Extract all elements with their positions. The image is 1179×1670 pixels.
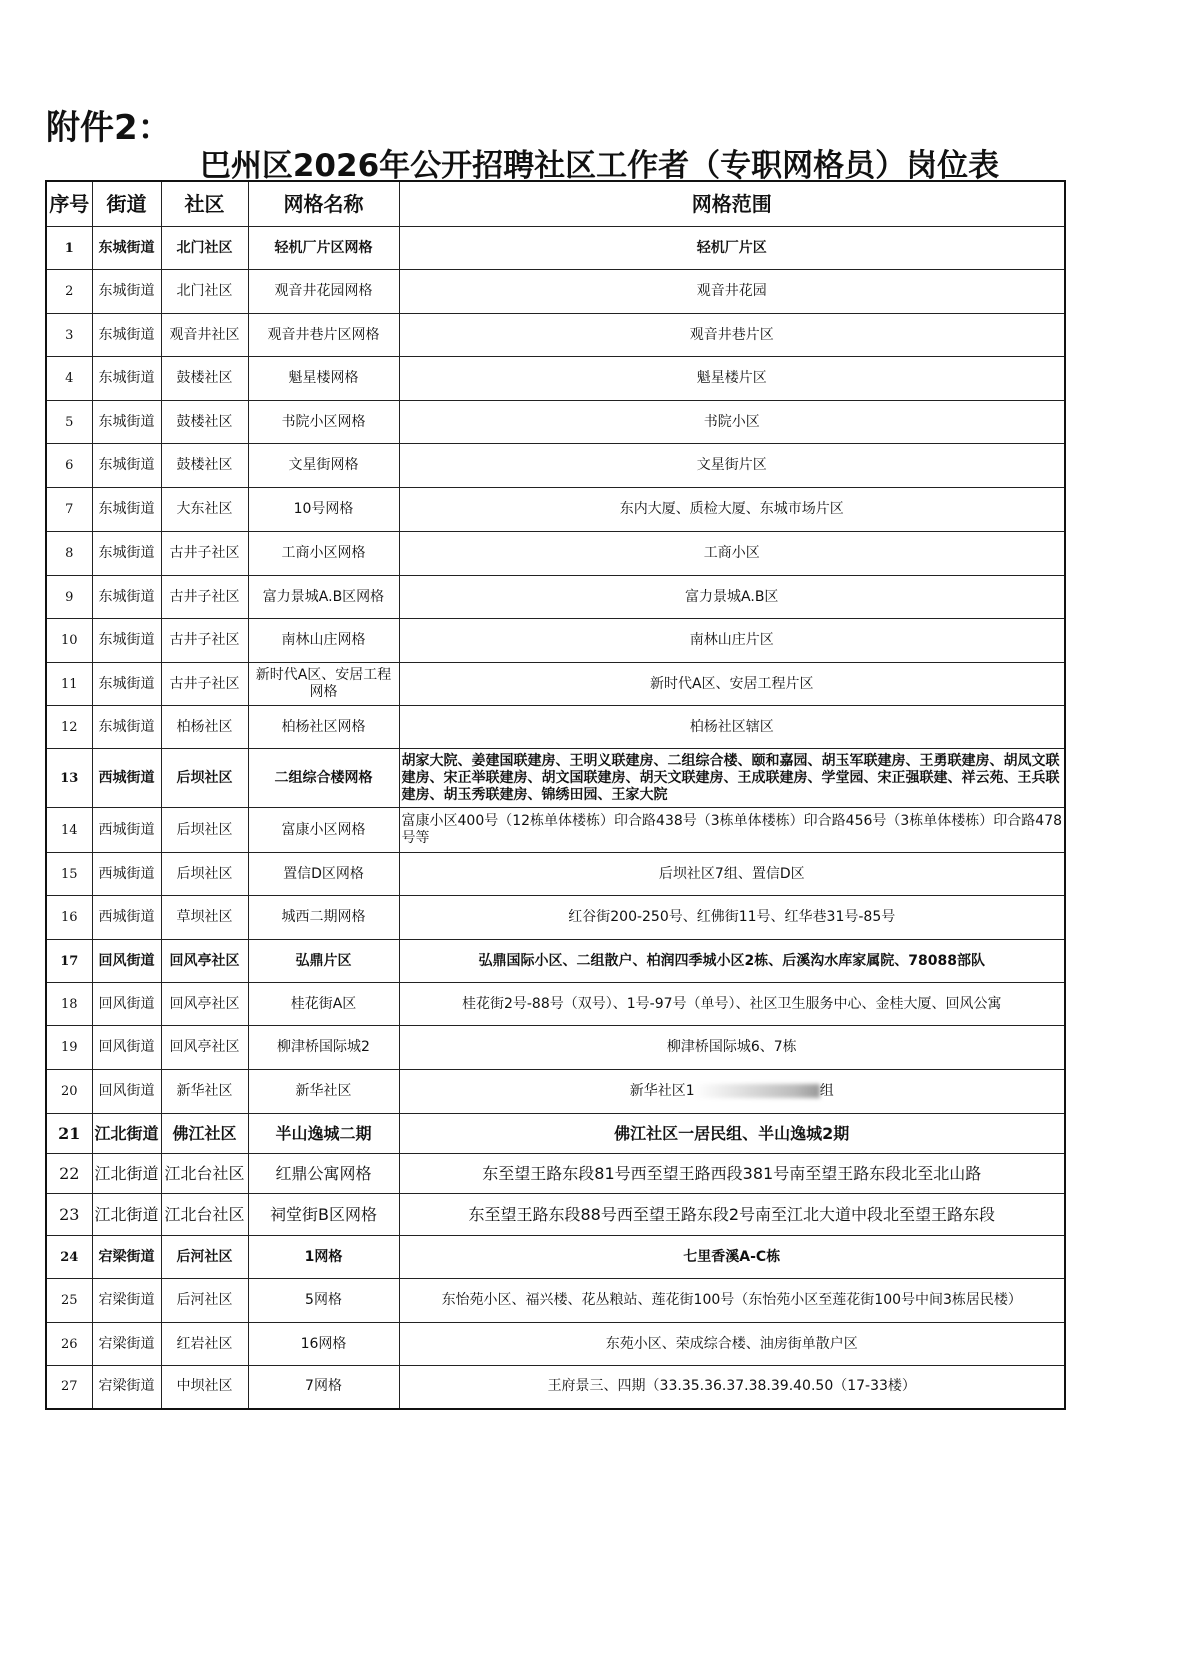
table-row (46, 576, 1065, 619)
cell-grid-range: 东怡苑小区、福兴楼、花丛粮站、莲花街100号（东怡苑小区至莲花街100号中间3栋居民楼） (399, 1279, 1065, 1323)
range-tail: 组 (819, 1083, 834, 1099)
cell-grid-name: 文星街网格 (248, 444, 399, 488)
cell-no: 27 (46, 1366, 92, 1409)
cell-no: 24 (46, 1236, 92, 1279)
cell-no: 5 (46, 401, 92, 444)
cell-community: 柏杨社区 (161, 706, 248, 749)
cell-no: 13 (46, 749, 92, 808)
table-row (46, 1194, 1065, 1236)
table-row (46, 706, 1065, 749)
cell-street: 东城街道 (92, 576, 161, 619)
header-grid-name: 网格名称 (248, 181, 399, 227)
cell-street: 江北街道 (92, 1154, 161, 1194)
cell-street: 东城街道 (92, 663, 161, 706)
cell-grid-range: 后坝社区7组、置信D区 (399, 853, 1065, 896)
cell-street: 西城街道 (92, 808, 161, 853)
cell-grid-range: 桂花街2号-88号（双号）、1号-97号（单号）、社区卫生服务中心、金桂大厦、回风公寓 (399, 983, 1065, 1026)
cell-grid-range: 书院小区 (399, 401, 1065, 444)
cell-grid-range: 东至望王路东段88号西至望王路东段2号南至江北大道中段北至望王路东段 (399, 1194, 1065, 1236)
cell-no: 22 (46, 1154, 92, 1194)
cell-grid-range: 富康小区400号（12栋单体楼栋）印合路438号（3栋单体楼栋）印合路456号（3栋单体楼栋）印合路478号等 (399, 808, 1065, 853)
cell-community: 江北台社区 (161, 1194, 248, 1236)
cell-street: 东城街道 (92, 357, 161, 401)
cell-community: 观音井社区 (161, 314, 248, 357)
table-row (46, 1236, 1065, 1279)
page-title: 巴州区2026年公开招聘社区工作者（专职网格员）岗位表 (199, 148, 1000, 184)
cell-grid-range: 柳津桥国际城6、7栋 (399, 1026, 1065, 1070)
cell-no: 8 (46, 532, 92, 576)
table-row (46, 619, 1065, 663)
cell-grid-name: 7网格 (248, 1366, 399, 1409)
cell-grid-range: 柏杨社区辖区 (399, 706, 1065, 749)
cell-no: 2 (46, 270, 92, 314)
cell-grid-range: 文星街片区 (399, 444, 1065, 488)
cell-street: 宕梁街道 (92, 1366, 161, 1409)
cell-street: 回风街道 (92, 940, 161, 983)
cell-grid-name: 富力景城A.B区网格 (248, 576, 399, 619)
position-table (45, 180, 1066, 1410)
table-row (46, 1279, 1065, 1323)
cell-grid-range: 王府景三、四期（33.35.36.37.38.39.40.50（17-33楼） (399, 1366, 1065, 1409)
cell-no: 3 (46, 314, 92, 357)
cell-community: 回风亭社区 (161, 940, 248, 983)
cell-street: 江北街道 (92, 1194, 161, 1236)
cell-grid-range: 东苑小区、荣成综合楼、油房街单散户区 (399, 1323, 1065, 1366)
cell-community: 后坝社区 (161, 808, 248, 853)
table-row (46, 1114, 1065, 1154)
cell-grid-range: 观音井巷片区 (399, 314, 1065, 357)
table-row (46, 808, 1065, 853)
cell-community: 古井子社区 (161, 576, 248, 619)
cell-no: 14 (46, 808, 92, 853)
cell-grid-name: 柏杨社区网格 (248, 706, 399, 749)
table-row (46, 1154, 1065, 1194)
cell-street: 回风街道 (92, 1026, 161, 1070)
cell-no: 19 (46, 1026, 92, 1070)
table-row (46, 532, 1065, 576)
cell-grid-range: 魁星楼片区 (399, 357, 1065, 401)
cell-street: 东城街道 (92, 532, 161, 576)
cell-community: 鼓楼社区 (161, 357, 248, 401)
cell-grid-name: 观音井花园网格 (248, 270, 399, 314)
table-row (46, 1323, 1065, 1366)
cell-street: 江北街道 (92, 1114, 161, 1154)
cell-grid-range: 东内大厦、质检大厦、东城市场片区 (399, 488, 1065, 532)
table-header (46, 181, 1065, 227)
cell-street: 西城街道 (92, 896, 161, 940)
table-row (46, 1026, 1065, 1070)
cell-community: 古井子社区 (161, 619, 248, 663)
cell-grid-range: 红谷街200-250号、红佛街11号、红华巷31号-85号 (399, 896, 1065, 940)
cell-grid-name: 二组综合楼网格 (248, 749, 399, 808)
cell-no: 4 (46, 357, 92, 401)
cell-street: 东城街道 (92, 314, 161, 357)
cell-grid-name: 1网格 (248, 1236, 399, 1279)
table-row (46, 940, 1065, 983)
cell-street: 宕梁街道 (92, 1323, 161, 1366)
cell-street: 东城街道 (92, 444, 161, 488)
cell-no: 16 (46, 896, 92, 940)
cell-no: 9 (46, 576, 92, 619)
cell-no: 23 (46, 1194, 92, 1236)
cell-grid-range: 观音井花园 (399, 270, 1065, 314)
cell-no: 18 (46, 983, 92, 1026)
cell-grid-name: 10号网格 (248, 488, 399, 532)
cell-community: 后坝社区 (161, 749, 248, 808)
cell-street: 东城街道 (92, 488, 161, 532)
cell-no: 25 (46, 1279, 92, 1323)
cell-no: 26 (46, 1323, 92, 1366)
cell-street: 回风街道 (92, 1070, 161, 1114)
cell-grid-range (399, 1070, 1065, 1114)
cell-community: 佛江社区 (161, 1114, 248, 1154)
cell-grid-range: 南林山庄片区 (399, 619, 1065, 663)
header-community: 社区 (161, 181, 248, 227)
cell-grid-name: 柳津桥国际城2 (248, 1026, 399, 1070)
table-row (46, 270, 1065, 314)
redacted-blur (695, 1084, 820, 1098)
cell-grid-name: 桂花街A区 (248, 983, 399, 1026)
cell-no: 1 (46, 227, 92, 270)
cell-street: 回风街道 (92, 983, 161, 1026)
cell-grid-name: 工商小区网格 (248, 532, 399, 576)
cell-community: 中坝社区 (161, 1366, 248, 1409)
cell-community: 江北台社区 (161, 1154, 248, 1194)
cell-street: 宕梁街道 (92, 1236, 161, 1279)
cell-grid-range: 弘鼎国际小区、二组散户、柏润四季城小区2栋、后溪沟水库家属院、78088部队 (399, 940, 1065, 983)
cell-community: 大东社区 (161, 488, 248, 532)
cell-street: 东城街道 (92, 619, 161, 663)
cell-grid-range: 轻机厂片区 (399, 227, 1065, 270)
cell-grid-range: 七里香溪A-C栋 (399, 1236, 1065, 1279)
cell-grid-range: 东至望王路东段81号西至望王路西段381号南至望王路东段北至北山路 (399, 1154, 1065, 1194)
cell-community: 北门社区 (161, 270, 248, 314)
cell-no: 21 (46, 1114, 92, 1154)
cell-community: 回风亭社区 (161, 1026, 248, 1070)
cell-community: 红岩社区 (161, 1323, 248, 1366)
cell-grid-name: 魁星楼网格 (248, 357, 399, 401)
cell-street: 宕梁街道 (92, 1279, 161, 1323)
cell-community: 鼓楼社区 (161, 444, 248, 488)
header-street: 街道 (92, 181, 161, 227)
cell-grid-name: 16网格 (248, 1323, 399, 1366)
cell-grid-range: 工商小区 (399, 532, 1065, 576)
cell-grid-name: 新时代A区、安居工程网格 (248, 663, 399, 706)
cell-community: 后河社区 (161, 1279, 248, 1323)
cell-street: 东城街道 (92, 270, 161, 314)
table-row (46, 896, 1065, 940)
table-row (46, 314, 1065, 357)
cell-community: 草坝社区 (161, 896, 248, 940)
table-row (46, 1366, 1065, 1409)
cell-no: 7 (46, 488, 92, 532)
cell-grid-name: 半山逸城二期 (248, 1114, 399, 1154)
cell-street: 东城街道 (92, 706, 161, 749)
table-row (46, 444, 1065, 488)
cell-grid-range: 佛江社区一居民组、半山逸城2期 (399, 1114, 1065, 1154)
header-no: 序号 (46, 181, 92, 227)
cell-grid-name: 城西二期网格 (248, 896, 399, 940)
header-grid-range: 网格范围 (399, 181, 1065, 227)
table-row (46, 749, 1065, 808)
cell-grid-name: 观音井巷片区网格 (248, 314, 399, 357)
table-row (46, 1070, 1065, 1114)
cell-grid-name: 置信D区网格 (248, 853, 399, 896)
cell-street: 西城街道 (92, 853, 161, 896)
table-row (46, 853, 1065, 896)
cell-street: 东城街道 (92, 227, 161, 270)
cell-street: 东城街道 (92, 401, 161, 444)
cell-community: 北门社区 (161, 227, 248, 270)
cell-no: 10 (46, 619, 92, 663)
range-text: 新华社区1 (629, 1083, 695, 1099)
cell-no: 6 (46, 444, 92, 488)
cell-grid-name: 5网格 (248, 1279, 399, 1323)
cell-community: 后河社区 (161, 1236, 248, 1279)
cell-grid-name: 红鼎公寓网格 (248, 1154, 399, 1194)
table-row (46, 357, 1065, 401)
cell-community: 回风亭社区 (161, 983, 248, 1026)
cell-grid-name: 书院小区网格 (248, 401, 399, 444)
cell-community: 古井子社区 (161, 663, 248, 706)
cell-no: 17 (46, 940, 92, 983)
cell-grid-range: 富力景城A.B区 (399, 576, 1065, 619)
table-row (46, 488, 1065, 532)
cell-grid-name: 南林山庄网格 (248, 619, 399, 663)
cell-grid-range: 新时代A区、安居工程片区 (399, 663, 1065, 706)
table-row (46, 663, 1065, 706)
cell-no: 11 (46, 663, 92, 706)
cell-community: 新华社区 (161, 1070, 248, 1114)
cell-street: 西城街道 (92, 749, 161, 808)
cell-grid-name: 新华社区 (248, 1070, 399, 1114)
cell-community: 鼓楼社区 (161, 401, 248, 444)
cell-no: 15 (46, 853, 92, 896)
table-row (46, 983, 1065, 1026)
table-row (46, 227, 1065, 270)
cell-grid-range: 胡家大院、姜建国联建房、王明义联建房、二组综合楼、颐和嘉园、胡玉军联建房、王勇联建房、胡凤文联建房、宋正举联建房、胡文国联建房、胡天文联建房、王成联建房、学堂园、宋正强联建、祥云苑、王兵联建房、胡玉秀联建房、锦绣田园、王家大院 (399, 749, 1065, 808)
cell-no: 20 (46, 1070, 92, 1114)
cell-no: 12 (46, 706, 92, 749)
table-row (46, 401, 1065, 444)
cell-grid-name: 弘鼎片区 (248, 940, 399, 983)
cell-grid-name: 轻机厂片区网格 (248, 227, 399, 270)
cell-community: 后坝社区 (161, 853, 248, 896)
cell-community: 古井子社区 (161, 532, 248, 576)
cell-grid-name: 富康小区网格 (248, 808, 399, 853)
attachment-label: 附件2： (46, 108, 172, 148)
cell-grid-name: 祠堂街B区网格 (248, 1194, 399, 1236)
